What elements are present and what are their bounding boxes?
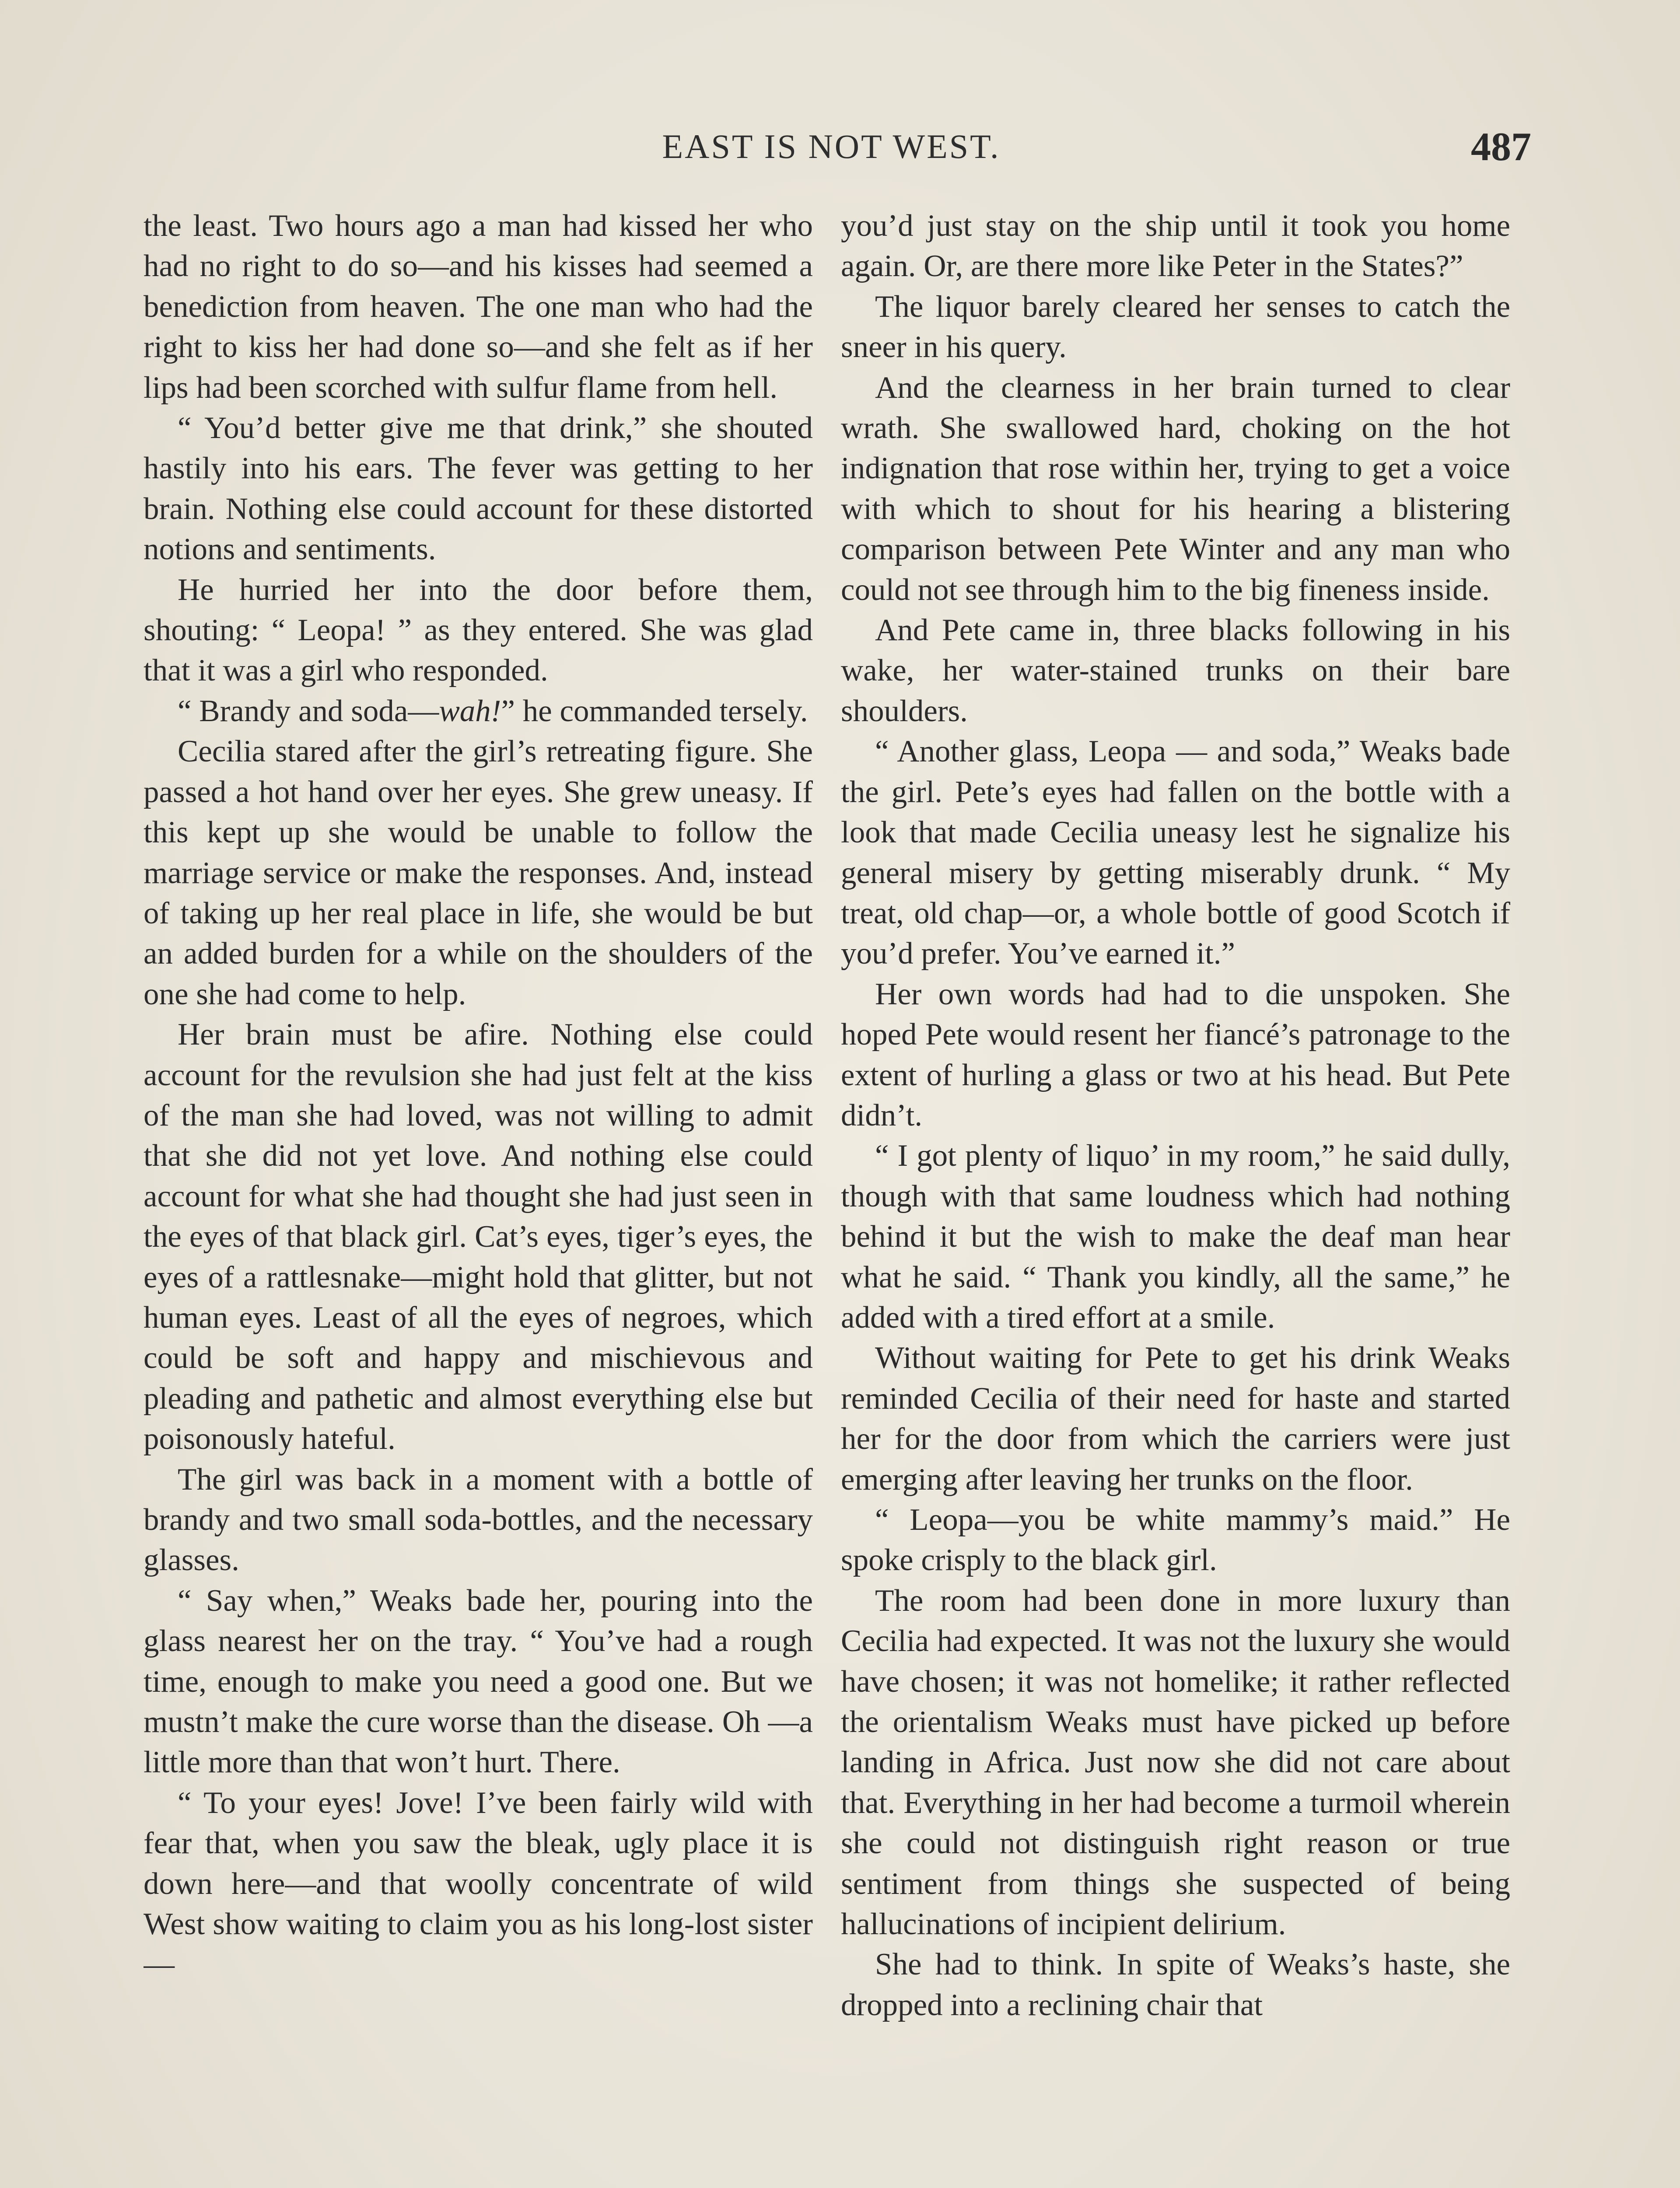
running-title: EAST IS NOT WEST.	[662, 127, 1001, 165]
paragraph: The room had been done in more luxury than Cecilia had expected. It was not the luxury she would have chosen; it was not homelike; it rather reflected the orientalism Weaks must have picked up before landing in Africa. Just now she did not care about that. Everything in her had become a turmoil wherein she could not distinguish right reason or true sentiment from things she suspected of being hallucinations of incipient delirium.	[841, 1583, 1510, 1942]
paragraph: Cecilia stared after the girl’s retreating figure. She passed a hot hand over her eyes. She grew uneasy. If this kept up she would be unable to follow the marriage service or make the responses. And, instead of taking up her real place in life, she would be but an added burden for a while on the shoulders of the one she had come to help.	[144, 734, 813, 1011]
paragraph: “ Leopa—you be white mammy’s maid.” He spoke crisply to the black girl.	[841, 1503, 1510, 1578]
paragraph: Without waiting for Pete to get his drink Weaks reminded Cecilia of their need for haste and started her for the door from which the carriers were just emerging after leaving her trunks on the floor.	[841, 1341, 1510, 1497]
paragraph: And Pete came in, three blacks following in his wake, her water-stained trunks on their bare shoulders.	[841, 613, 1510, 728]
paragraph: “ I got plenty of liquo’ in my room,” he said dully, though with that same loudness which had nothing behind it but the wish to make the deaf man hear what he said. “ Thank you kindly, all the same,” he added with a tired effort at a smile.	[841, 1139, 1510, 1335]
page-header	[131, 124, 1531, 179]
paragraph: And the clearness in her brain turned to clear wrath. She swallowed hard, choking on the hot indignation that rose within her, trying to get a voice with which to shout for his hearing a blistering comparison between Pete Winter and any man who could not see through him to the big fineness inside.	[841, 370, 1510, 607]
paragraph: “ You’d better give me that drink,” she shouted hastily into his ears. The fever was getting to her brain. Nothing else could account for these distorted notions and sentiments.	[144, 411, 813, 567]
paragraph: “ Another glass, Leopa — and soda,” Weaks bade the girl. Pete’s eyes had fallen on the bottle with a look that made Cecilia uneasy lest he signalize his general misery by getting miserably drunk. “ My treat, old chap—or, a whole bottle of good Scotch if you’d prefer. You’ve earned it.”	[841, 734, 1510, 971]
paragraph: The liquor barely cleared her senses to catch the sneer in his query.	[841, 289, 1510, 365]
paragraph-text: “ Brandy and soda—	[178, 694, 439, 728]
emphasis-text: wah!	[439, 694, 501, 728]
right-column	[841, 206, 1510, 2188]
paragraph: “ Say when,” Weaks bade her, pouring into the glass nearest her on the tray. “ You’ve had a rough time, enough to make you need a good one. But we mustn’t make the cure worse than the disease. Oh —a little more than that won’t hurt. There.	[144, 1583, 813, 1780]
paragraph: He hurried her into the door before them, shouting: “ Leopa! ” as they entered. She was glad that it was a girl who responded.	[144, 572, 813, 688]
paragraph: Her brain must be afire. Nothing else could account for the revulsion she had just felt at the kiss of the man she had loved, was not willing to admit that she did not yet love. And nothing else could account for what she had thought she had just seen in the eyes of that black girl. Cat’s eyes, tiger’s eyes, the eyes of a rattlesnake—might hold that glitter, but not human eyes. Least of all the eyes of negroes, which could be soft and happy and mischievous and pleading and pathetic and almost everything else but poisonously hateful.	[144, 1017, 813, 1456]
paragraph-text: ” he commanded tersely.	[501, 694, 808, 728]
paragraph: you’d just stay on the ship until it took you home again. Or, are there more like Peter in the States?”	[841, 209, 1510, 284]
paragraph: The girl was back in a moment with a bottle of brandy and two small soda-bottles, and the necessary glasses.	[144, 1462, 813, 1578]
paragraph: Her own words had had to die unspoken. She hoped Pete would resent her fiancé’s patronage to the extent of hurling a glass or two at his head. But Pete didn’t.	[841, 977, 1510, 1133]
paragraph: “ To your eyes! Jove! I’ve been fairly wild with fear that, when you saw the bleak, ugly place it is down here—and that woolly concentrate of wild West show waiting to claim you as his long-lost sister—	[144, 1785, 813, 1982]
paragraph	[144, 691, 813, 731]
paragraph: She had to think. In spite of Weaks’s haste, she dropped into a reclining chair that	[841, 1947, 1510, 2022]
left-column	[144, 206, 813, 2188]
paragraph: the least. Two hours ago a man had kissed her who had no right to do so—and his kisses had seemed a benediction from heaven. The one man who had the right to kiss her had done so—and she felt as if her lips had been scorched with sulfur flame from hell.	[144, 209, 813, 405]
page-number: 487	[1471, 124, 1531, 169]
